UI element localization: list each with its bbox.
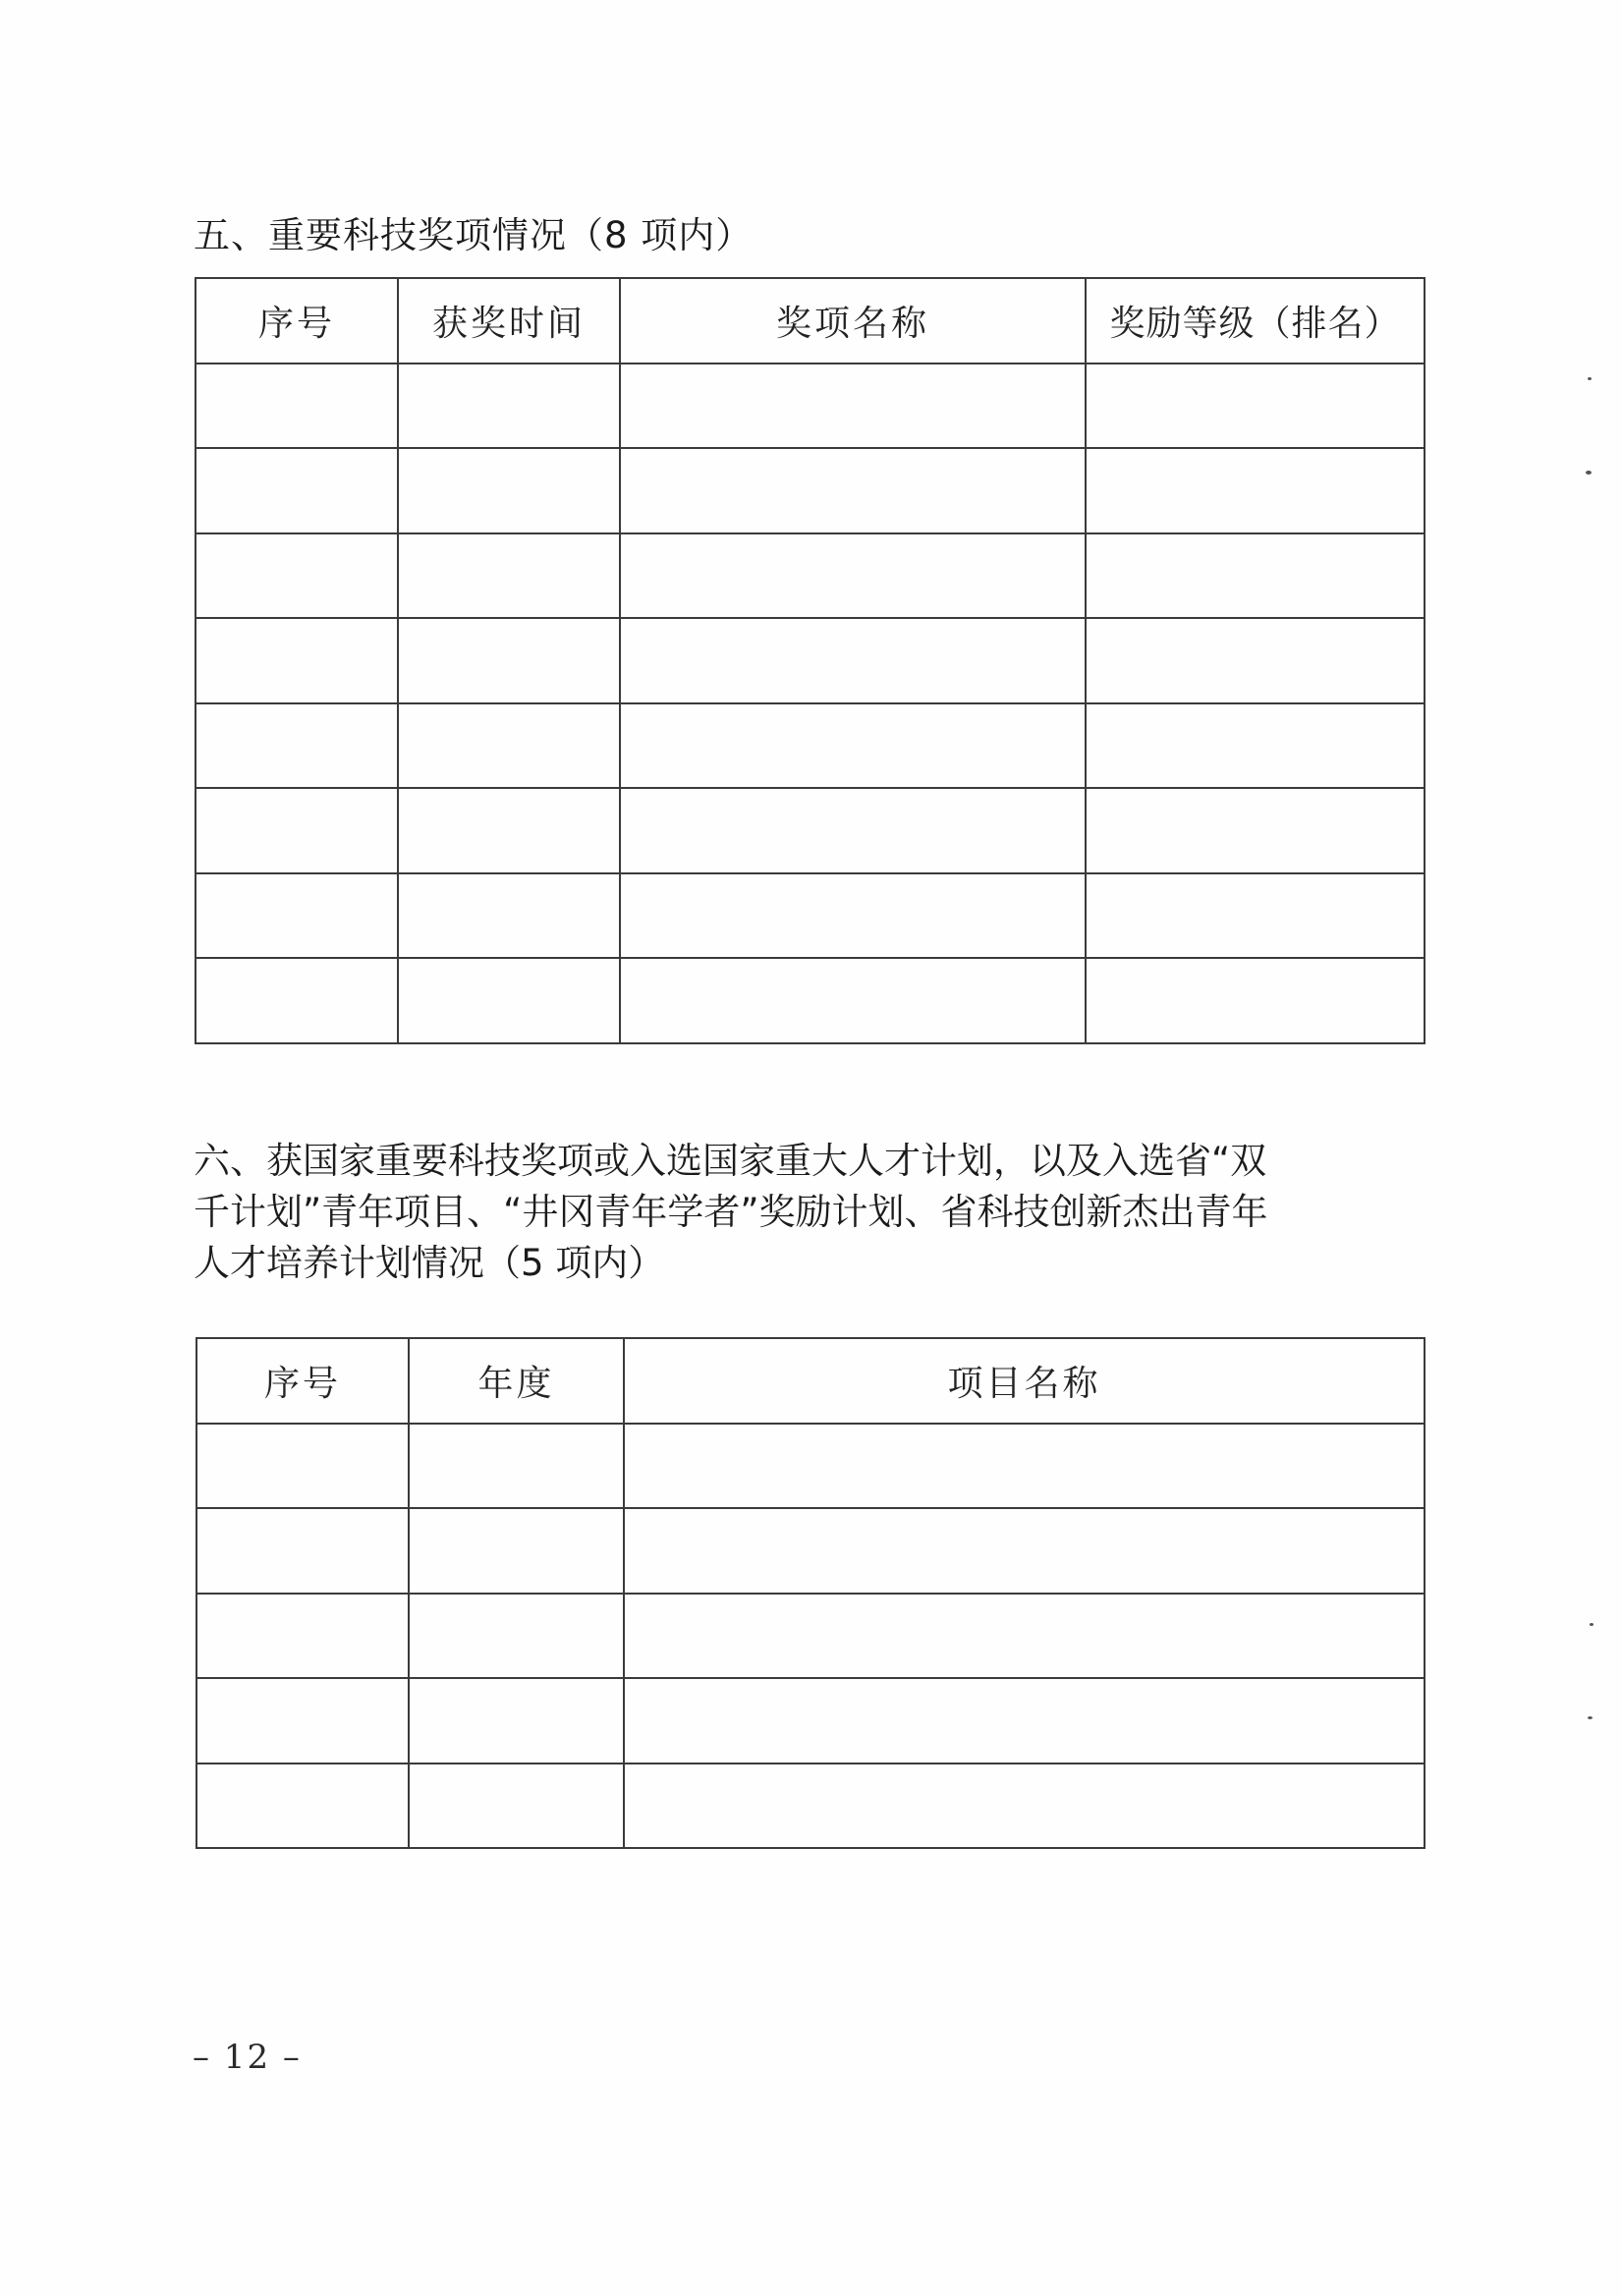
awards-table-cell[interactable]	[398, 533, 620, 619]
awards-header-row	[196, 278, 1425, 364]
awards-table-cell[interactable]	[620, 873, 1086, 959]
awards-table-row	[196, 873, 1425, 959]
awards-col-level: 奖励等级（排名）	[1086, 278, 1425, 364]
talent-table-row	[196, 1594, 1425, 1679]
talent-table-cell[interactable]	[196, 1594, 409, 1679]
talent-table-cell[interactable]	[196, 1678, 409, 1764]
talent-table-row	[196, 1764, 1425, 1849]
awards-table-row	[196, 788, 1425, 873]
awards-table-cell[interactable]	[398, 703, 620, 789]
talent-table-cell[interactable]	[196, 1424, 409, 1509]
awards-table-cell[interactable]	[1086, 788, 1425, 873]
awards-table-cell[interactable]	[620, 533, 1086, 619]
awards-table-cell[interactable]	[1086, 703, 1425, 789]
awards-table-cell[interactable]	[620, 788, 1086, 873]
talent-table-cell[interactable]	[409, 1424, 624, 1509]
talent-table-cell[interactable]	[624, 1678, 1425, 1764]
awards-table	[195, 277, 1425, 1044]
awards-table-cell[interactable]	[398, 618, 620, 703]
talent-table-cell[interactable]	[409, 1678, 624, 1764]
awards-table-cell[interactable]	[1086, 448, 1425, 533]
scan-speck	[1588, 377, 1592, 380]
awards-table-cell[interactable]	[1086, 618, 1425, 703]
talent-table-row	[196, 1508, 1425, 1594]
awards-table-cell[interactable]	[620, 958, 1086, 1043]
awards-col-name: 奖项名称	[620, 278, 1086, 364]
section-6-title	[194, 1136, 1441, 1289]
talent-table-cell[interactable]	[409, 1594, 624, 1679]
talent-col-year: 年度	[409, 1338, 624, 1424]
scan-speck	[1586, 471, 1592, 475]
awards-col-index: 序号	[196, 278, 398, 364]
awards-table-cell[interactable]	[1086, 364, 1425, 449]
awards-table-cell[interactable]	[196, 364, 398, 449]
section-6-title-line: 六、获国家重要科技奖项或入选国家重大人才计划，以及入选省“双	[194, 1140, 1267, 1182]
awards-table-row	[196, 618, 1425, 703]
awards-table-row	[196, 533, 1425, 619]
awards-table-row	[196, 364, 1425, 449]
talent-table-cell[interactable]	[624, 1508, 1425, 1594]
talent-header-row	[196, 1338, 1425, 1424]
awards-table-row	[196, 448, 1425, 533]
awards-table-cell[interactable]	[196, 533, 398, 619]
talent-table-cell[interactable]	[196, 1764, 409, 1849]
awards-table-cell[interactable]	[1086, 958, 1425, 1043]
section-5-title: 五、重要科技奖项情况（8 项内）	[194, 214, 754, 256]
awards-table-row	[196, 703, 1425, 789]
awards-table-cell[interactable]	[1086, 873, 1425, 959]
awards-table-cell[interactable]	[1086, 533, 1425, 619]
awards-table-cell[interactable]	[196, 618, 398, 703]
section-6-title-line: 人才培养计划情况（5 项内）	[194, 1242, 665, 1284]
awards-table-cell[interactable]	[398, 364, 620, 449]
talent-table-cell[interactable]	[624, 1594, 1425, 1679]
talent-table	[196, 1337, 1425, 1849]
awards-table-cell[interactable]	[196, 873, 398, 959]
awards-table-cell[interactable]	[620, 618, 1086, 703]
scan-speck	[1588, 1716, 1593, 1719]
talent-table-cell[interactable]	[624, 1764, 1425, 1849]
awards-table-row	[196, 958, 1425, 1043]
scan-speck	[1590, 1623, 1593, 1626]
talent-table-row	[196, 1424, 1425, 1509]
awards-table-cell[interactable]	[196, 958, 398, 1043]
talent-col-index: 序号	[196, 1338, 409, 1424]
talent-table-cell[interactable]	[409, 1508, 624, 1594]
awards-table-cell[interactable]	[398, 958, 620, 1043]
awards-table-cell[interactable]	[398, 788, 620, 873]
talent-table-row	[196, 1678, 1425, 1764]
awards-table-cell[interactable]	[196, 703, 398, 789]
awards-table-cell[interactable]	[196, 788, 398, 873]
page-number: – 12 –	[193, 2038, 302, 2077]
section-6-title-line: 千计划”青年项目、“井冈青年学者”奖励计划、省科技创新杰出青年	[194, 1191, 1268, 1233]
awards-table-cell[interactable]	[620, 448, 1086, 533]
awards-col-time: 获奖时间	[398, 278, 620, 364]
awards-table-cell[interactable]	[398, 448, 620, 533]
talent-col-name: 项目名称	[624, 1338, 1425, 1424]
awards-table-cell[interactable]	[620, 364, 1086, 449]
awards-table-cell[interactable]	[620, 703, 1086, 789]
awards-table-cell[interactable]	[196, 448, 398, 533]
talent-table-cell[interactable]	[409, 1764, 624, 1849]
talent-table-cell[interactable]	[196, 1508, 409, 1594]
awards-table-cell[interactable]	[398, 873, 620, 959]
talent-table-cell[interactable]	[624, 1424, 1425, 1509]
